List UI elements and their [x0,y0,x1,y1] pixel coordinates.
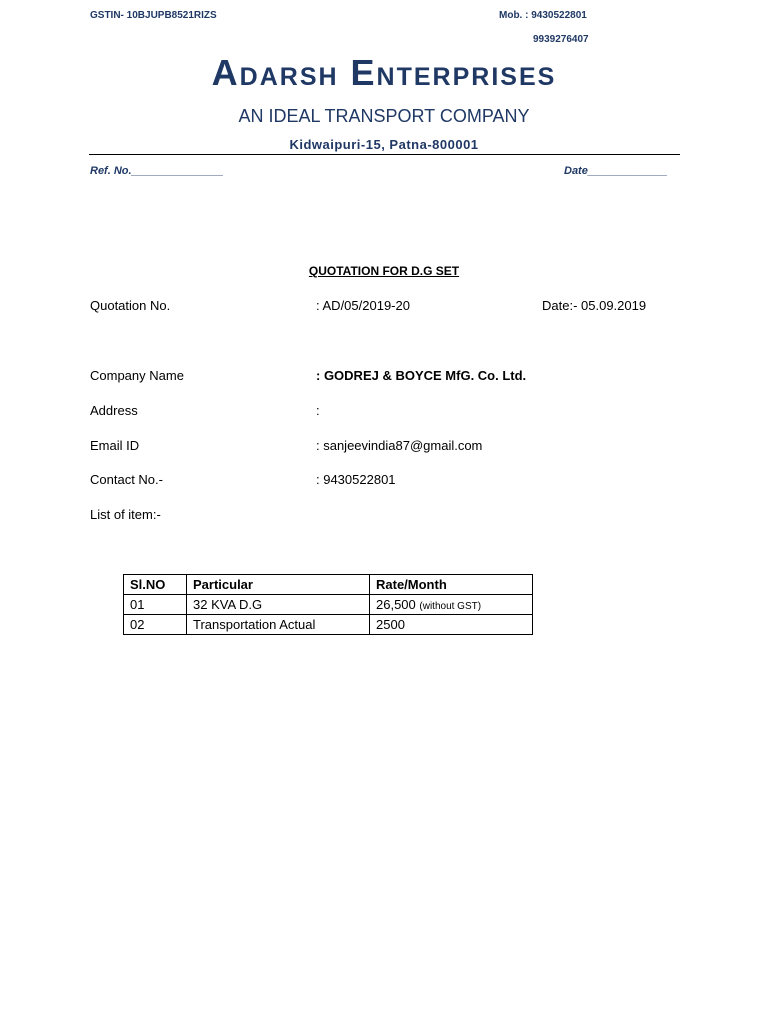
rate-value: 2500 [376,617,405,632]
cell-particular: Transportation Actual [187,615,370,635]
gstin-text: GSTIN- 10BJUPB8521RIZS [90,10,217,21]
cell-rate [370,615,533,635]
date-label: Date_____________ [564,165,668,177]
header-sl-no: Sl.NO [124,575,187,595]
items-table [123,574,533,635]
mobile-number-2: 9939276407 [533,34,589,45]
quotation-heading: QUOTATION FOR D.G SET [308,264,460,278]
mobile-number-1: Mob. : 9430522801 [499,10,587,21]
cell-sl-no: 02 [124,615,187,635]
rate-value: 26,500 [376,597,416,612]
quotation-number-label: Quotation No. [90,298,171,313]
address-value: : [316,403,320,418]
cell-sl-no: 01 [124,595,187,615]
table-row [124,615,533,635]
list-of-items-label: List of item:- [90,507,161,522]
table-row [124,595,533,615]
cell-particular: 32 KVA D.G [187,595,370,615]
quotation-date: Date:- 05.09.2019 [542,298,647,313]
company-name-label: Company Name [90,368,184,383]
header-rate-month: Rate/Month [370,575,533,595]
address-label: Address [90,403,138,418]
quotation-number-value: : AD/05/2019-20 [316,298,410,313]
table-header-row [124,575,533,595]
company-tagline: AN IDEAL TRANSPORT COMPANY [238,106,530,126]
rate-note: (without GST) [419,601,482,612]
company-name: Adarsh Enterprises [211,52,557,93]
header-particular: Particular [187,575,370,595]
company-name-value: : GODREJ & BOYCE MfG. Co. Ltd. [316,368,527,383]
email-label: Email ID [90,438,140,453]
contact-value: : 9430522801 [316,472,396,487]
ref-number-label: Ref. No._______________ [90,165,224,177]
header-divider [89,154,680,155]
company-address: Kidwaipuri-15, Patna-800001 [289,137,479,152]
cell-rate [370,595,533,615]
contact-label: Contact No.- [90,472,163,487]
email-value: : sanjeevindia87@gmail.com [316,438,483,453]
